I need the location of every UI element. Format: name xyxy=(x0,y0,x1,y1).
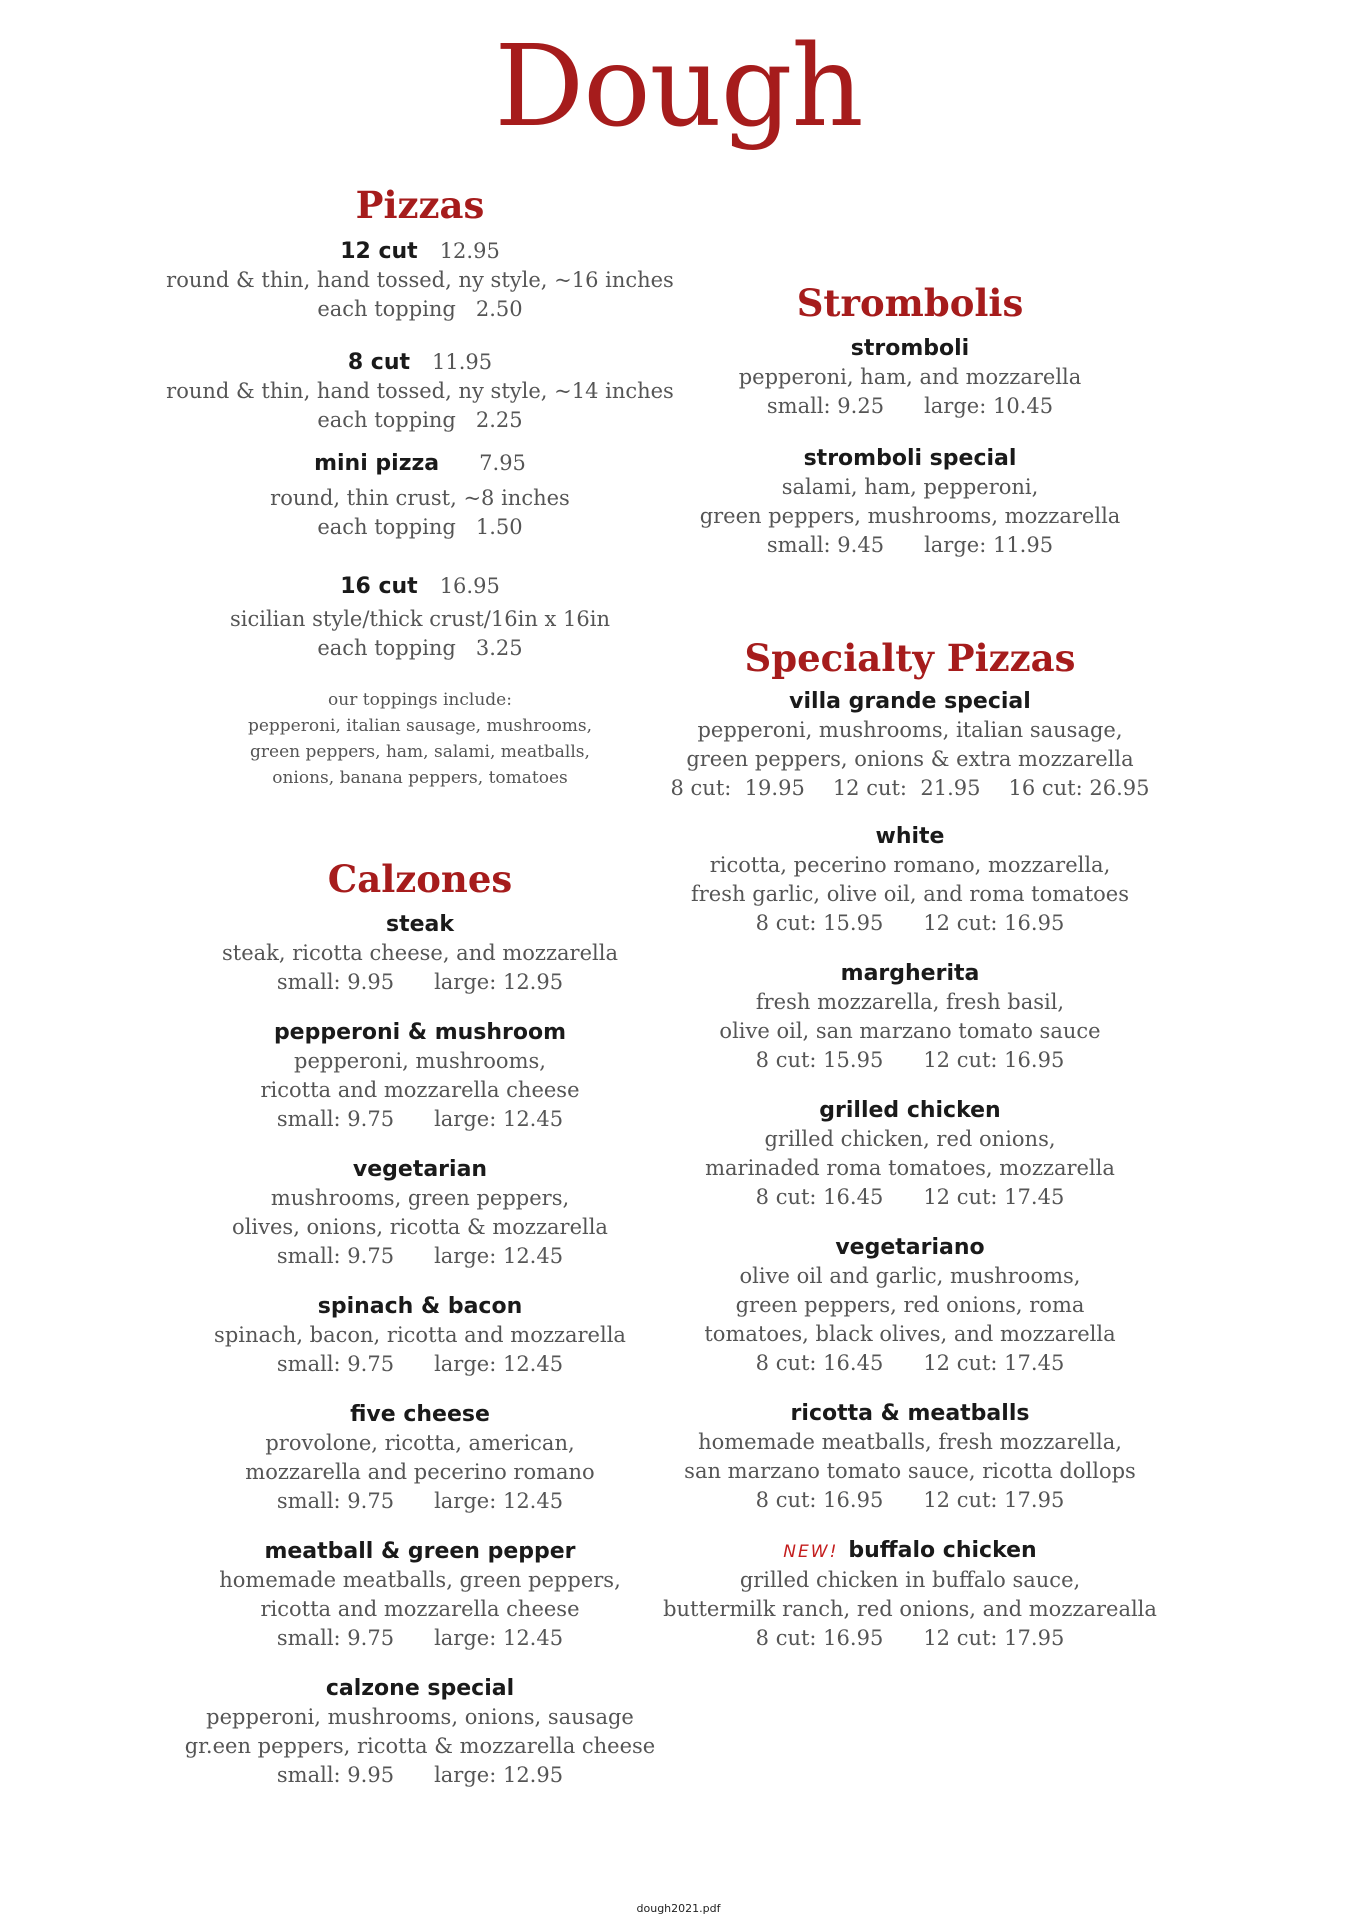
small-price: small: 9.25 xyxy=(766,394,885,418)
calzone-meatball-green-pepper xyxy=(130,1538,710,1653)
large-price: large: 12.45 xyxy=(434,1107,564,1131)
price-8-cut: 8 cut: 19.95 xyxy=(670,776,805,800)
pizza-topping-price: each topping 1.50 xyxy=(317,515,523,539)
specialty-title: Specialty Pizzas xyxy=(744,636,1076,680)
specialty-desc: buttermilk ranch, red onions, and mozzarealla xyxy=(663,1597,1157,1621)
specialty-desc: ricotta, pecerino romano, mozzarella, xyxy=(709,853,1111,877)
pizza-desc: round, thin crust, ~8 inches xyxy=(270,486,570,510)
calzone-vegetarian xyxy=(130,1156,710,1271)
stromboli-desc: salami, ham, pepperoni, xyxy=(781,475,1039,499)
calzone-name: pepperoni & mushroom xyxy=(273,1020,567,1045)
stromboli-prices xyxy=(640,392,1180,421)
calzone-desc: steak, ricotta cheese, and mozzarella xyxy=(222,941,618,965)
toppings-note-line: onions, banana peppers, tomatoes xyxy=(272,768,568,788)
large-price: large: 12.95 xyxy=(434,970,564,994)
specialty-desc: fresh mozzarella, fresh basil, xyxy=(755,990,1065,1014)
calzone-desc: provolone, ricotta, american, xyxy=(265,1431,575,1455)
pizza-price: 16.95 xyxy=(439,574,500,598)
stromboli-prices xyxy=(640,531,1180,560)
calzone-five-cheese xyxy=(130,1401,710,1516)
small-price: small: 9.95 xyxy=(276,1763,395,1787)
pizza-name: 16 cut xyxy=(340,574,418,599)
toppings-note-line: green peppers, ham, salami, meatballs, xyxy=(250,742,590,762)
calzone-prices xyxy=(130,1350,710,1379)
pizza-name: mini pizza xyxy=(314,451,440,476)
specialty-name: margherita xyxy=(840,961,980,986)
price-12-cut: 12 cut: 17.45 xyxy=(923,1185,1065,1209)
calzone-steak xyxy=(130,911,710,997)
calzone-desc: pepperoni, mushrooms, onions, sausage xyxy=(206,1705,634,1729)
small-price: small: 9.75 xyxy=(276,1352,395,1376)
specialty-desc: homemade meatballs, fresh mozzarella, xyxy=(698,1430,1122,1454)
calzone-name: vegetarian xyxy=(352,1157,488,1182)
specialty-grilled-chicken xyxy=(640,1097,1180,1212)
specialty-desc: grilled chicken in buffalo sauce, xyxy=(739,1568,1081,1592)
large-price: large: 10.45 xyxy=(924,394,1054,418)
calzone-prices xyxy=(130,1624,710,1653)
calzones-title: Calzones xyxy=(327,857,513,901)
calzone-name: steak xyxy=(385,912,454,937)
price-8-cut: 8 cut: 16.95 xyxy=(755,1626,884,1650)
specialty-prices xyxy=(640,909,1180,938)
specialty-ricotta-meatballs xyxy=(640,1400,1180,1515)
specialty-villa-grande xyxy=(640,688,1180,803)
stromboli-special xyxy=(640,445,1180,560)
calzone-desc: homemade meatballs, green peppers, xyxy=(219,1568,621,1592)
specialty-white xyxy=(640,823,1180,938)
large-price: large: 12.45 xyxy=(434,1244,564,1268)
specialty-desc: olive oil and garlic, mushrooms, xyxy=(739,1264,1081,1288)
pizza-price: 7.95 xyxy=(479,451,526,475)
calzone-pepperoni-mushroom xyxy=(130,1019,710,1134)
calzone-desc: pepperoni, mushrooms, xyxy=(294,1049,546,1073)
strombolis-title: Strombolis xyxy=(796,281,1024,325)
specialty-margherita xyxy=(640,960,1180,1075)
pizza-topping-price: each topping 3.25 xyxy=(317,636,523,660)
price-8-cut: 8 cut: 16.45 xyxy=(755,1185,884,1209)
specialty-desc: tomatoes, black olives, and mozzarella xyxy=(704,1322,1116,1346)
large-price: large: 12.95 xyxy=(434,1763,564,1787)
strombolis-section xyxy=(640,281,1180,560)
toppings-note xyxy=(130,687,710,791)
pizza-8-cut xyxy=(130,348,710,435)
specialty-vegetariano xyxy=(640,1234,1180,1378)
new-badge: NEW! xyxy=(783,1542,839,1562)
stromboli-name: stromboli special xyxy=(803,446,1017,471)
pizza-name: 8 cut xyxy=(347,350,411,375)
calzone-name: calzone special xyxy=(325,1676,515,1701)
specialty-desc: olive oil, san marzano tomato sauce xyxy=(719,1019,1101,1043)
calzone-desc: mozzarella and pecerino romano xyxy=(245,1460,595,1484)
price-12-cut: 12 cut: 21.95 xyxy=(832,776,981,800)
calzone-name: meatball & green pepper xyxy=(264,1539,576,1564)
calzone-desc: ricotta and mozzarella cheese xyxy=(260,1597,580,1621)
specialty-prices xyxy=(640,1624,1180,1653)
specialty-name: vegetariano xyxy=(835,1235,985,1260)
specialty-prices xyxy=(640,1486,1180,1515)
pizza-mini xyxy=(130,449,710,542)
small-price: small: 9.95 xyxy=(276,970,395,994)
small-price: small: 9.45 xyxy=(766,533,885,557)
toppings-note-line: our toppings include: xyxy=(328,690,512,710)
calzone-prices xyxy=(130,1761,710,1790)
specialty-name: grilled chicken xyxy=(819,1098,1001,1123)
specialty-desc: green peppers, onions & extra mozzarella xyxy=(686,747,1134,771)
pizza-price: 11.95 xyxy=(432,350,493,374)
stromboli-desc: pepperoni, ham, and mozzarella xyxy=(738,365,1082,389)
specialty-desc: marinaded roma tomatoes, mozzarella xyxy=(705,1156,1115,1180)
pizza-desc: round & thin, hand tossed, ny style, ~14 inches xyxy=(166,379,674,403)
price-8-cut: 8 cut: 16.45 xyxy=(755,1351,884,1375)
calzone-desc: gr.een peppers, ricotta & mozzarella cheese xyxy=(184,1734,656,1758)
calzone-prices xyxy=(130,968,710,997)
specialty-prices xyxy=(640,1349,1180,1378)
pizza-price: 12.95 xyxy=(439,239,500,263)
calzones-section xyxy=(130,857,710,1790)
calzone-prices xyxy=(130,1105,710,1134)
small-price: small: 9.75 xyxy=(276,1626,395,1650)
stromboli xyxy=(640,335,1180,421)
brand-title: Dough xyxy=(494,22,863,152)
price-8-cut: 8 cut: 15.95 xyxy=(755,911,884,935)
price-12-cut: 12 cut: 16.95 xyxy=(923,911,1065,935)
specialty-desc: san marzano tomato sauce, ricotta dollops xyxy=(684,1459,1136,1483)
specialty-prices xyxy=(640,1183,1180,1212)
calzone-prices xyxy=(130,1242,710,1271)
calzone-desc: ricotta and mozzarella cheese xyxy=(260,1078,580,1102)
specialty-name: villa grande special xyxy=(789,689,1031,714)
pizza-16-cut xyxy=(130,572,710,663)
large-price: large: 12.45 xyxy=(434,1626,564,1650)
small-price: small: 9.75 xyxy=(276,1107,395,1131)
price-12-cut: 12 cut: 17.45 xyxy=(923,1351,1065,1375)
large-price: large: 12.45 xyxy=(434,1489,564,1513)
small-price: small: 9.75 xyxy=(276,1244,395,1268)
pizza-12-cut xyxy=(130,237,710,324)
price-12-cut: 12 cut: 17.95 xyxy=(923,1626,1065,1650)
toppings-note-line: pepperoni, italian sausage, mushrooms, xyxy=(247,716,593,736)
calzone-prices xyxy=(130,1487,710,1516)
large-price: large: 11.95 xyxy=(924,533,1054,557)
specialty-buffalo-chicken xyxy=(640,1537,1180,1653)
price-16-cut: 16 cut: 26.95 xyxy=(1008,776,1150,800)
specialty-section xyxy=(640,636,1180,1653)
calzone-name: five cheese xyxy=(350,1402,490,1427)
price-8-cut: 8 cut: 15.95 xyxy=(755,1048,884,1072)
pizzas-title: Pizzas xyxy=(355,183,485,227)
calzone-desc: mushrooms, green peppers, xyxy=(270,1186,570,1210)
calzone-desc: olives, onions, ricotta & mozzarella xyxy=(232,1215,608,1239)
specialty-prices xyxy=(640,774,1180,803)
price-12-cut: 12 cut: 17.95 xyxy=(923,1488,1065,1512)
specialty-desc: grilled chicken, red onions, xyxy=(764,1127,1056,1151)
specialty-desc: green peppers, red onions, roma xyxy=(735,1293,1085,1317)
calzone-special xyxy=(130,1675,710,1790)
large-price: large: 12.45 xyxy=(434,1352,564,1376)
specialty-desc: fresh garlic, olive oil, and roma tomatoes xyxy=(691,882,1129,906)
pizzas-section xyxy=(130,183,710,791)
price-8-cut: 8 cut: 16.95 xyxy=(755,1488,884,1512)
specialty-desc: pepperoni, mushrooms, italian sausage, xyxy=(697,718,1123,742)
pizza-topping-price: each topping 2.50 xyxy=(317,297,523,321)
specialty-name: ricotta & meatballs xyxy=(790,1401,1030,1426)
specialty-prices xyxy=(640,1046,1180,1075)
specialty-name: white xyxy=(875,824,945,849)
pizza-name: 12 cut xyxy=(340,239,418,264)
pizza-topping-price: each topping 2.25 xyxy=(317,408,523,432)
price-12-cut: 12 cut: 16.95 xyxy=(923,1048,1065,1072)
pizza-desc: round & thin, hand tossed, ny style, ~16 inches xyxy=(166,268,674,292)
calzone-desc: spinach, bacon, ricotta and mozzarella xyxy=(214,1323,626,1347)
pizza-desc: sicilian style/thick crust/16in x 16in xyxy=(230,607,610,631)
calzone-spinach-bacon xyxy=(130,1293,710,1379)
small-price: small: 9.75 xyxy=(276,1489,395,1513)
calzone-name: spinach & bacon xyxy=(317,1294,523,1319)
stromboli-desc: green peppers, mushrooms, mozzarella xyxy=(699,504,1121,528)
file-name: dough2021.pdf xyxy=(636,1902,721,1915)
stromboli-name: stromboli xyxy=(850,336,970,361)
specialty-name: buffalo chicken xyxy=(848,1538,1037,1563)
